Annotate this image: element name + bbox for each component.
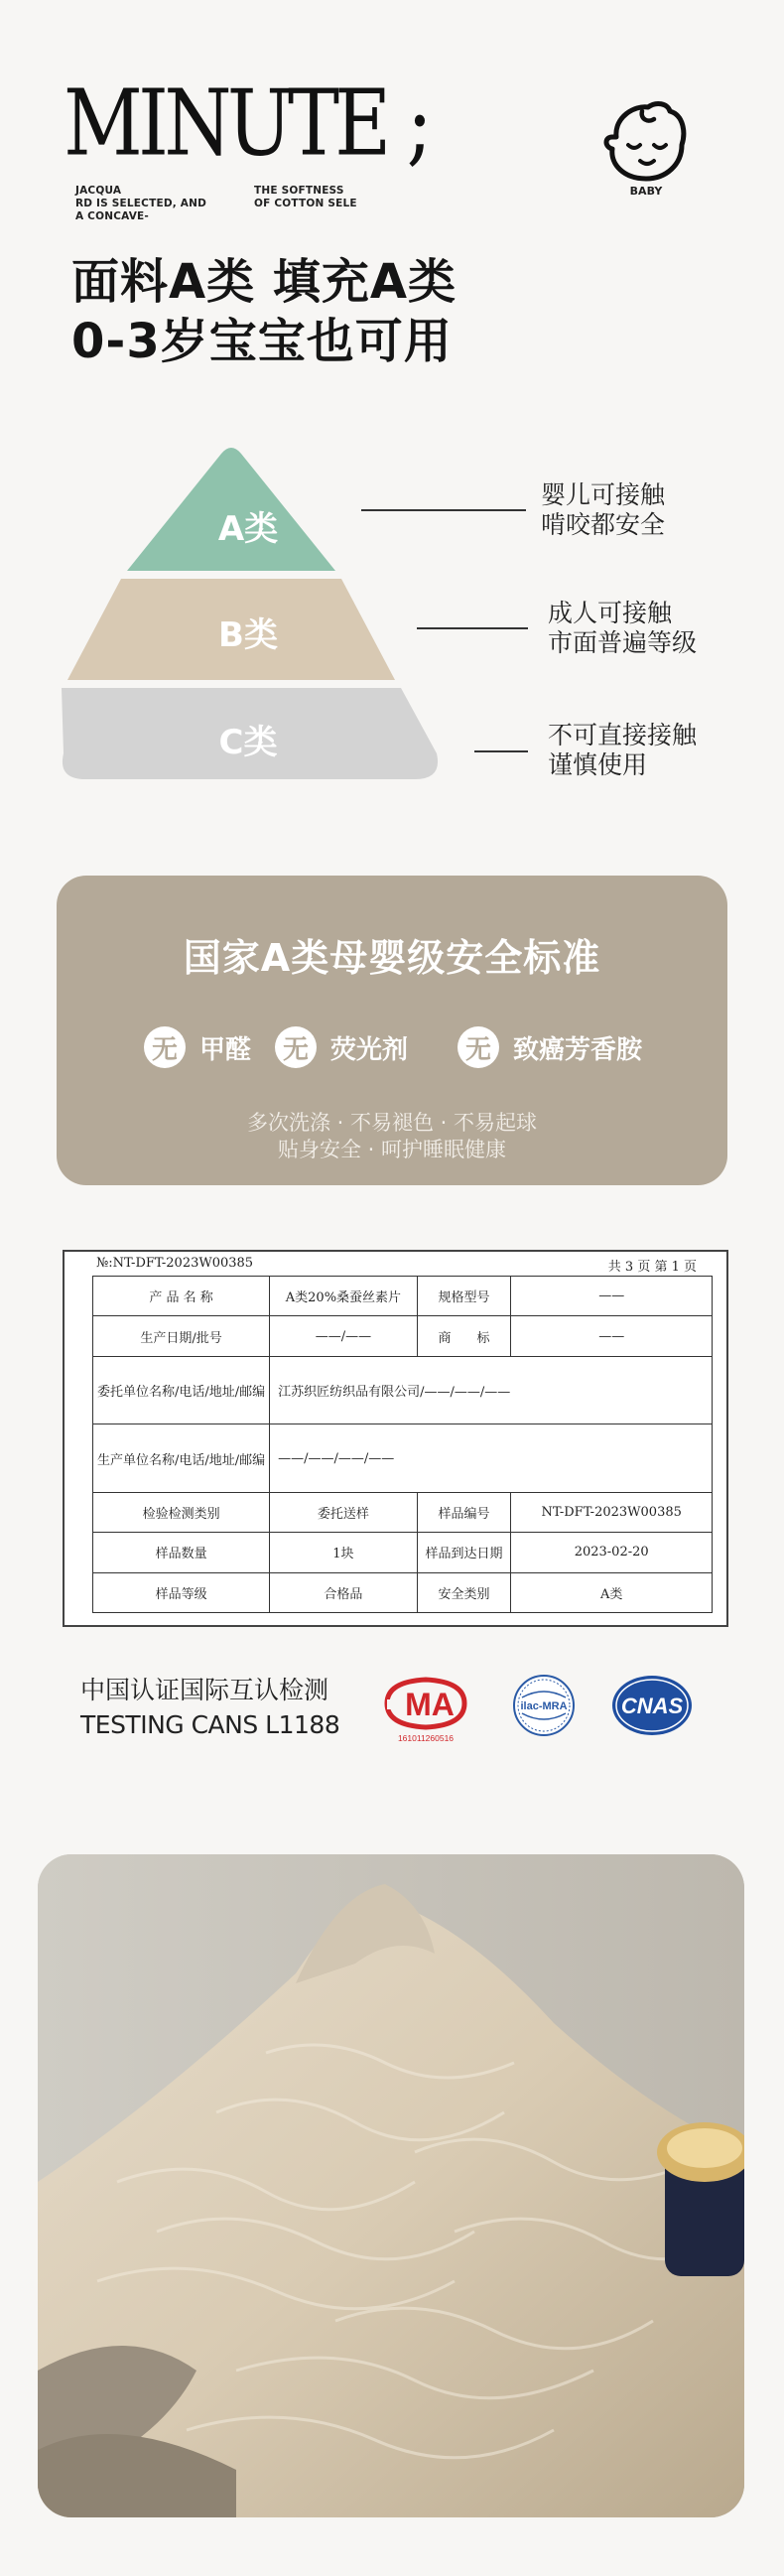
cell-value: A类20%桑蚕丝素片 <box>270 1277 418 1316</box>
tier-c-desc-2: 谨慎使用 <box>548 750 648 779</box>
leader-line-a <box>361 509 526 511</box>
no-formaldehyde <box>144 1026 251 1068</box>
cell-label: 规格型号 <box>417 1277 511 1316</box>
leader-line-c <box>474 750 528 752</box>
cnas-logo-icon <box>609 1674 695 1737</box>
cell-label: 样品数量 <box>93 1533 270 1572</box>
leader-line-b <box>417 627 528 629</box>
report-page: 共 3 页 第 1 页 <box>607 1260 697 1275</box>
tier-a-label: A类 <box>217 509 279 549</box>
cell-value: 1块 <box>270 1533 418 1572</box>
tier-b-desc <box>548 599 697 658</box>
test-report <box>63 1250 728 1627</box>
report-number: №:NT-DFT-2023W00385 <box>96 1256 254 1271</box>
brand-logo-text: MINUTE ; <box>64 68 429 177</box>
table-row <box>93 1492 713 1532</box>
tier-a-desc <box>541 480 665 540</box>
standard-note-2: 贴身安全 · 呵护睡眠健康 <box>277 1138 507 1161</box>
safety-standard-card <box>57 876 727 1185</box>
cell-label: 检验检测类别 <box>93 1492 270 1532</box>
table-row <box>93 1356 713 1424</box>
cell-value: 合格品 <box>270 1572 418 1612</box>
cell-label: 安全类别 <box>417 1572 511 1612</box>
table-row <box>93 1277 713 1316</box>
headline <box>71 252 457 371</box>
cell-value: 委托送样 <box>270 1492 418 1532</box>
tier-b-desc-2: 市面普遍等级 <box>548 628 698 657</box>
bedding-photo-illustration <box>38 1854 744 2517</box>
cell-label: 商 标 <box>417 1316 511 1356</box>
standard-title: 国家A类母婴级安全标准 <box>183 936 601 980</box>
cell-label: 生产单位名称/电话/地址/邮编 <box>93 1424 270 1493</box>
product-photo <box>38 1854 744 2517</box>
cell-value: —— <box>511 1316 713 1356</box>
cma-number: 161011260516 <box>397 1733 455 1743</box>
tier-c-desc-1: 不可直接接触 <box>548 721 698 749</box>
cell-value: A类 <box>511 1572 713 1612</box>
no-item-label: 甲醛 <box>199 1034 252 1065</box>
no-item-label: 荧光剂 <box>330 1034 409 1065</box>
standard-note-1: 多次洗涤 · 不易褪色 · 不易起球 <box>246 1111 538 1135</box>
tier-a-desc-1: 婴儿可接触 <box>541 480 666 509</box>
table-row <box>93 1533 713 1572</box>
cell-value: NT-DFT-2023W00385 <box>511 1492 713 1532</box>
cell-value: ——/——/——/—— <box>270 1424 713 1493</box>
baby-label: BABY <box>629 185 663 198</box>
table-row <box>93 1424 713 1493</box>
cell-value: —— <box>511 1277 713 1316</box>
headline-line-2: 0-3岁宝宝也可用 <box>71 314 453 369</box>
report-table <box>92 1276 713 1613</box>
cell-value: 江苏织匠纺织品有限公司/——/——/—— <box>270 1356 713 1424</box>
cert-line-cn: 中国认证国际互认检测 <box>80 1676 329 1704</box>
no-item-label: 致癌芳香胺 <box>513 1034 643 1065</box>
table-row <box>93 1572 713 1612</box>
tagline-left: JACQUA RD IS SELECTED, AND A CONCAVE- <box>75 185 207 222</box>
tier-c-desc <box>548 721 697 780</box>
cell-label: 产 品 名 称 <box>93 1277 270 1316</box>
cell-value: ——/—— <box>270 1316 418 1356</box>
table-row <box>93 1316 713 1356</box>
tier-c-label: C类 <box>218 723 278 762</box>
cell-label: 生产日期/批号 <box>93 1316 270 1356</box>
no-badge: 无 <box>275 1026 317 1068</box>
no-aromatic-amine <box>457 1026 642 1068</box>
baby-face-icon <box>596 97 696 187</box>
tier-a-desc-2: 啃咬都安全 <box>541 510 666 539</box>
cert-line-en: TESTING CANS L1188 <box>80 1710 340 1739</box>
no-badge: 无 <box>144 1026 186 1068</box>
tier-b-label: B类 <box>218 615 278 655</box>
tagline-right: THE SOFTNESS OF COTTON SELE <box>254 185 357 209</box>
no-fluorescent <box>275 1026 408 1068</box>
no-badge: 无 <box>457 1026 499 1068</box>
cell-label: 样品编号 <box>417 1492 511 1532</box>
ilac-text: ilac-MRA <box>520 1700 568 1712</box>
cream-jar-icon <box>657 2122 744 2276</box>
cma-logo-icon <box>383 1674 468 1743</box>
cell-label: 样品等级 <box>93 1572 270 1612</box>
cell-label: 样品到达日期 <box>417 1533 511 1572</box>
cnas-text: CNAS <box>620 1694 684 1718</box>
cell-value: 2023-02-20 <box>511 1533 713 1572</box>
cell-label: 委托单位名称/电话/地址/邮编 <box>93 1356 270 1424</box>
ilac-mra-logo-icon <box>512 1674 576 1737</box>
headline-line-1: 面料A类 填充A类 <box>71 254 457 310</box>
tier-b-desc-1: 成人可接触 <box>548 599 673 627</box>
cma-text: MA <box>405 1687 455 1722</box>
